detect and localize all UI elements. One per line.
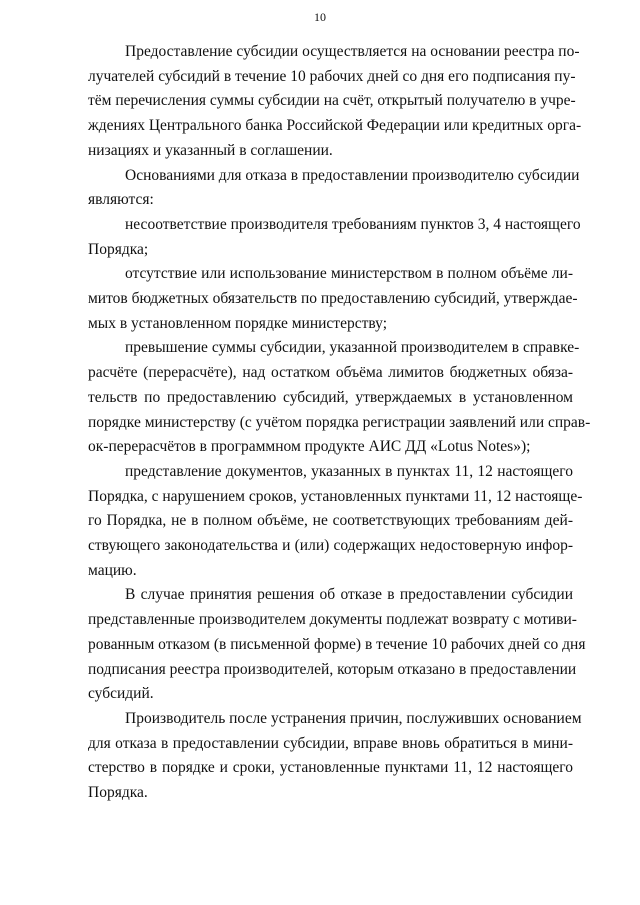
text-line: отсутствие или использование министерством в полном объёме ли- — [125, 265, 573, 283]
paragraph-refusal-return — [88, 583, 586, 707]
text-line: представленные производителем документы подлежат возврату с мотиви- — [88, 611, 577, 629]
paragraph-reapplication — [88, 707, 582, 806]
text-line: лучателей субсидий в течение 10 рабочих дней со дня его подписания пу- — [88, 67, 576, 85]
paragraph-payment-basis — [88, 40, 582, 164]
paragraph-ground-limits-absence — [88, 262, 578, 336]
text-line: Порядка. — [88, 784, 148, 802]
text-line: ждениях Центрального банка Российской Федерации или кредитных орга- — [88, 117, 582, 135]
text-line: несоответствие производителя требованиям пунктов 3, 4 настоящего — [125, 215, 581, 233]
paragraph-ground-noncompliance — [88, 213, 581, 262]
text-line: го Порядка, не в полном объёме, не соответствующих требованиям дей- — [88, 512, 573, 530]
text-line: мых в установленном порядке министерству; — [88, 314, 387, 332]
text-line: тельств по предоставлению субсидий, утверждаемых в установленном — [88, 388, 573, 406]
paragraph-refusal-grounds-intro — [88, 164, 580, 213]
text-line: являются: — [88, 191, 154, 209]
text-line: превышение суммы субсидии, указанной производителем в справке- — [125, 339, 580, 357]
document-body — [88, 40, 591, 806]
text-line: Предоставление субсидии осуществляется на основании реестра по- — [125, 43, 580, 60]
text-line: рованным отказом (в письменной форме) в течение 10 рабочих дней со дня — [88, 635, 586, 653]
text-line: порядке министерству (с учётом порядка регистрации заявлений или справ- — [88, 413, 591, 431]
text-line: В случае принятия решения об отказе в предоставлении субсидии — [125, 586, 573, 604]
text-line: подписания реестра производителей, которым отказано в предоставлении — [88, 660, 577, 678]
text-line: расчёте (перерасчёте), над остатком объёма лимитов бюджетных обяза- — [88, 364, 573, 382]
text-line: Основаниями для отказа в предоставлении производителю субсидии — [125, 166, 580, 184]
text-line: представление документов, указанных в пунктах 11, 12 настоящего — [125, 462, 573, 480]
text-line: ок-перерасчётов в программном продукте АИС ДД «Lotus Notes»); — [88, 438, 531, 456]
text-line: низациях и указанный в соглашении. — [88, 141, 333, 159]
text-line: стерство в порядке и сроки, установленные пунктами 11, 12 настоящего — [88, 759, 573, 777]
text-line: тём перечисления суммы субсидии на счёт, открытый получателю в учре- — [88, 92, 576, 110]
paragraph-ground-documents — [88, 460, 583, 584]
text-line: митов бюджетных обязательств по предоставлению субсидий, утверждае- — [88, 290, 578, 308]
text-line: Производитель после устранения причин, послуживших основанием — [125, 709, 582, 727]
text-line: Порядка; — [88, 240, 149, 258]
paragraph-ground-exceeding — [88, 336, 591, 460]
text-line: мацию. — [88, 561, 137, 579]
text-line: Порядка, с нарушением сроков, установленных пунктами 11, 12 настояще- — [88, 487, 583, 505]
text-line: субсидий. — [88, 685, 154, 703]
text-line: для отказа в предоставлении субсидии, вправе вновь обратиться в мини- — [88, 734, 573, 752]
page-number: 10 — [314, 10, 326, 24]
text-line: ствующего законодательства и (или) содержащих недостоверную инфор- — [88, 537, 573, 555]
